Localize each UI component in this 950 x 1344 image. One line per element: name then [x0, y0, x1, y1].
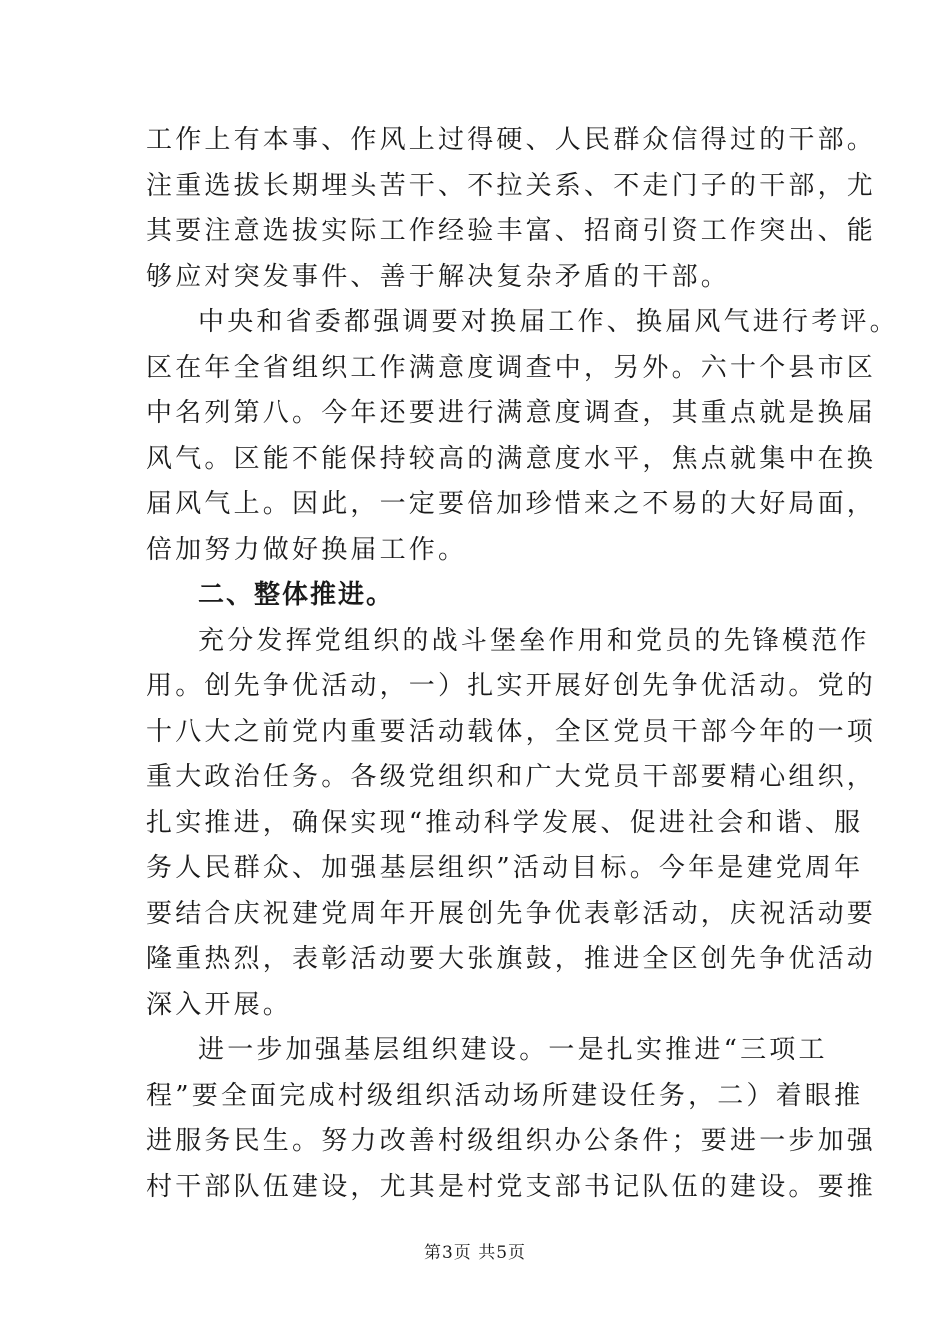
document-body: [146, 118, 899, 1210]
text-line: 充分发挥党组织的战斗堡垒作用和党员的先锋模范作: [198, 625, 870, 656]
text-line: 注重选拔长期埋头苦干、不拉关系、不走门子的干部，尤: [146, 170, 877, 201]
text-line: 中央和省委都强调要对换届工作、换届风气进行考评。: [198, 307, 899, 337]
text-line: 隆重热烈，表彰活动要大张旗鼓，推进全区创先争优活动: [146, 944, 877, 974]
section-heading-text: 二、整体推进。: [198, 580, 395, 610]
text-line: 要结合庆祝建党周年开展创先争优表彰活动，庆祝活动要: [146, 898, 877, 929]
text-line: 其要注意选拔实际工作经验丰富、招商引资工作突出、能: [146, 216, 877, 246]
text-line: 深入开展。: [146, 989, 293, 1020]
text-line: 用。创先争优活动，一）扎实开展好创先争优活动。党的: [146, 671, 877, 701]
text-line: 区在年全省组织工作满意度调查中，另外。六十个县市区: [146, 352, 877, 383]
text-line: 十八大之前党内重要活动载体，全区党员干部今年的一项: [146, 716, 877, 747]
text-line: 务人民群众、加强基层组织”活动目标。今年是建党周年: [146, 853, 864, 883]
text-line: 届风气上。因此，一定要倍加珍惜来之不易的大好局面，: [146, 489, 877, 519]
text-line: 风气。区能不能保持较高的满意度水平，焦点就集中在换: [146, 443, 877, 474]
text-line: 扎实推进，确保实现“推动科学发展、促进社会和谐、服: [146, 807, 864, 838]
text-line: 够应对突发事件、善于解决复杂矛盾的干部。: [146, 261, 731, 292]
text-line: 重大政治任务。各级党组织和广大党员干部要精心组织，: [146, 762, 877, 792]
text-line: 倍加努力做好换届工作。: [146, 534, 468, 565]
page-number: 第3页 共5页: [423, 1243, 527, 1263]
paragraph: [146, 118, 877, 300]
text-line: 中名列第八。今年还要进行满意度调查，其重点就是换届: [146, 398, 877, 428]
page-footer: [0, 1238, 950, 1263]
section-heading: [146, 573, 836, 619]
text-line: 村干部队伍建设，尤其是村党支部书记队伍的建设。要推: [146, 1171, 877, 1202]
paragraph: [146, 1028, 877, 1210]
text-line: 进服务民生。努力改善村级组织办公条件；要进一步加强: [146, 1126, 877, 1156]
paragraph: [146, 619, 877, 1029]
text-line: 工作上有本事、作风上过得硬、人民群众信得过的干部。: [146, 125, 877, 155]
paragraph: [146, 300, 899, 573]
text-line: 程”要全面完成村级组织活动场所建设任务，二）着眼推: [146, 1080, 864, 1111]
text-line: 进一步加强基层组织建设。一是扎实推进“三项工: [198, 1035, 828, 1065]
